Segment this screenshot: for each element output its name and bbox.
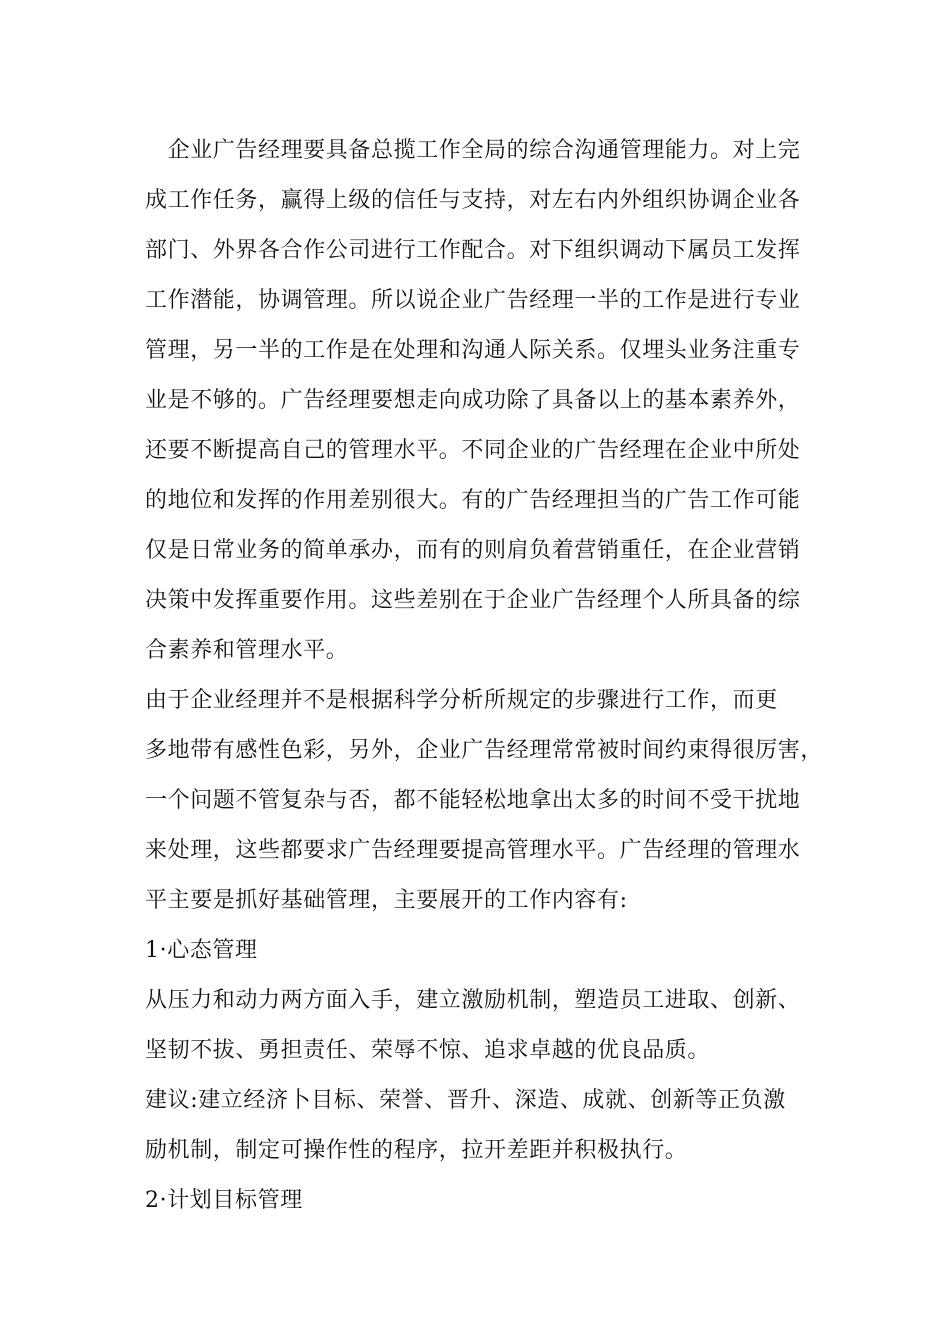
- text-line: 多地带有感性色彩，另外，企业广告经理常常被时间约束得很厉害，: [145, 738, 824, 763]
- text-line: 一个问题不管复杂与否，都不能轻松地拿出太多的时间不受干扰地: [145, 788, 801, 813]
- text-line: 从压力和动力两方面入手，建立激励机制，塑造员工进取、创新、: [145, 988, 801, 1013]
- text-line: 成工作任务，赢得上级的信任与支持，对左右内外组织协调企业各: [145, 188, 801, 213]
- text-line: 部门、外界各合作公司进行工作配合。对下组织调动下属员工发挥: [145, 238, 801, 263]
- text-line: 的地位和发挥的作用差别很大。有的广告经理担当的广告工作可能: [145, 488, 801, 513]
- text-line: 仅是日常业务的简单承办，而有的则肩负着营销重任，在企业营销: [145, 538, 801, 563]
- text-line: 合素养和管理水平。: [145, 638, 349, 663]
- section-heading: 2·计划目标管理: [145, 1188, 303, 1213]
- text-line: 管理，另一半的工作是在处理和沟通人际关系。仅埋头业务注重专: [145, 338, 801, 363]
- text-line: 决策中发挥重要作用。这些差别在于企业广告经理个人所具备的综: [145, 588, 801, 613]
- text-line: 来处理，这些都要求广告经理要提高管理水平。广告经理的管理水: [145, 838, 801, 863]
- text-line: 坚韧不拔、勇担责任、荣辱不惊、追求卓越的优良品质。: [145, 1038, 711, 1063]
- section-heading: 1·心态管理: [145, 938, 258, 963]
- text-line: 还要不断提高自己的管理水平。不同企业的广告经理在企业中所处: [145, 438, 801, 463]
- text-line: 企业广告经理要具备总揽工作全局的综合沟通管理能力。对上完: [145, 138, 801, 163]
- text-line: 由于企业经理并不是根据科学分析所规定的步骤进行工作，而更: [145, 688, 778, 713]
- text-line: 建议:建立经济卜目标、荣誉、晋升、深造、成就、创新等正负激: [145, 1088, 786, 1113]
- text-line: 励机制，制定可操作性的程序，拉开差距并积极执行。: [145, 1138, 688, 1163]
- text-line: 业是不够的。广告经理要想走向成功除了具备以上的基本素养外，: [145, 388, 801, 413]
- text-line: 工作潜能，协调管理。所以说企业广告经理一半的工作是进行专业: [145, 288, 801, 313]
- text-line: 平主要是抓好基础管理，主要展开的工作内容有:: [145, 888, 628, 913]
